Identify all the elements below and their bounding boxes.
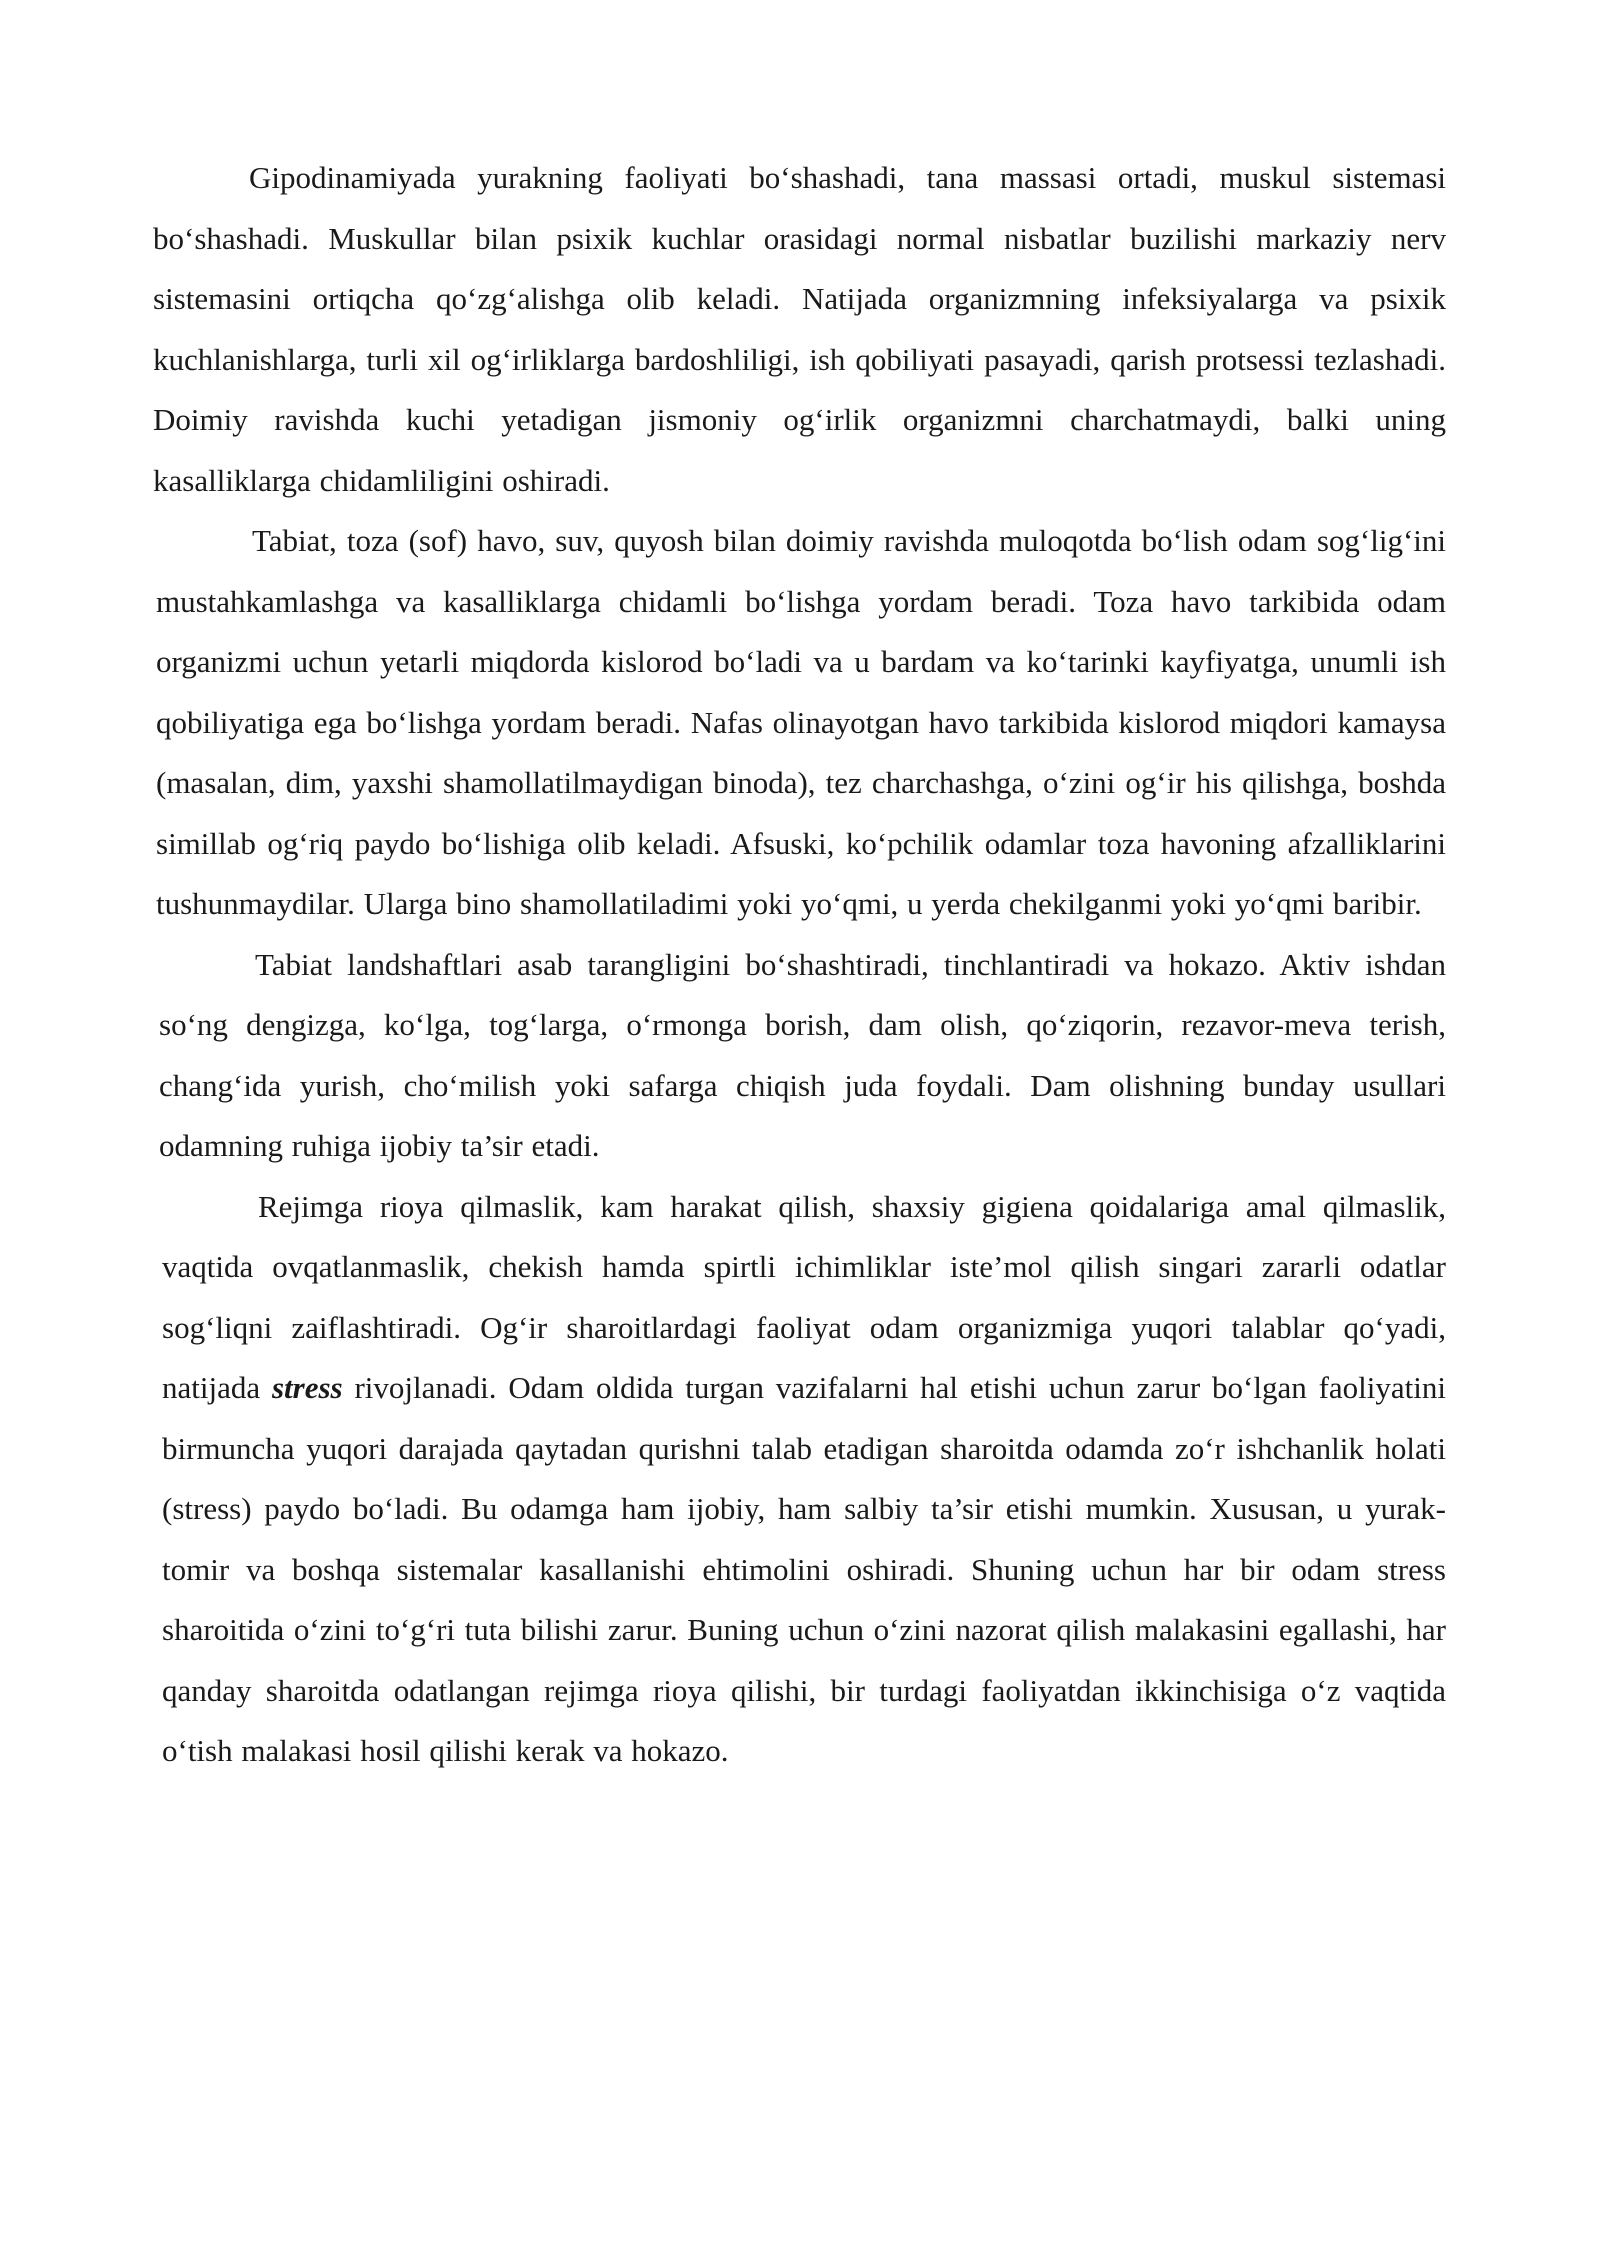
paragraph-landscapes: Tabiat landshaftlari asab tarangligini bo‘shashtiradi, tinchlantiradi va hokazo. Aktiv ishdan so‘ng dengizga, ko‘lga, tog‘larga, o‘rmonga borish, dam olish, qo‘ziqorin, rezavor-meva terish, chang‘ida yurish, cho‘milish yoki safarga chiqish juda foydali. Dam olishning bunday usullari odamning ruhiga ijobiy ta’sir etadi. (159, 946, 1446, 1163)
paragraph-hypodynamia: Gipodinamiyada yurakning faoliyati bo‘shashadi, tana massasi ortadi, muskul sistemasi bo‘shashadi. Muskullar bilan psixik kuchlar orasidagi normal nisbatlar buzilishi markaziy nerv sistemasini ortiqcha qo‘zg‘alishga olib keladi. Natijada organizmning infeksiyalarga va psixik kuchlanishlarga, turli xil og‘irliklarga bardoshliligi, ish qobiliyati pasayadi, qarish protsessi tezlashadi. Doimiy ravishda kuchi yetadigan jismoniy og‘irlik organizmni charchatmaydi, balki uning kasalliklarga chidamliligini oshiradi. (153, 160, 1446, 498)
paragraph-stress (153, 1177, 1446, 1782)
paragraph-fresh-air: Tabiat, toza (sof) havo, suv, quyosh bilan doimiy ravishda muloqotda bo‘lish odam sog‘lig‘ini mustahkamlashga va kasalliklarga chidamli bo‘lishga yordam beradi. Toza havo tarkibida odam organizmi uchun yetarli miqdorda kislorod bo‘ladi va u bardam va ko‘tarinki kayfiyatga, unumli ish qobiliyatiga ega bo‘lishga yordam beradi. Nafas olinayotgan havo tarkibida kislorod miqdori kamaysa (masalan, dim, yaxshi shamollatilmaydigan binoda), tez charchashga, o‘zini og‘ir his qilishga, boshda simillab og‘riq paydo bo‘lishiga olib keladi. Afsuski, ko‘pchilik odamlar toza havoning afzalliklarini tushunmaydilar. Ularga bino shamollatiladimi yoki yo‘qmi, u yerda chekilganmi yoki yo‘qmi baribir. (156, 523, 1446, 921)
stress-term: stress (271, 1370, 343, 1405)
paragraph-stress-rest: rivojlanadi. Odam oldida turgan vazifalarni hal etishi uchun zarur bo‘lgan faoliyatini birmuncha yuqori darajada qaytadan qurishni talab etadigan sharoitda odamda zo‘r ishchanlik holati (stress) paydo bo‘ladi. Bu odamga ham ijobiy, ham salbiy ta’sir etishi mumkin. Xususan, u yurak-tomir va boshqa sistemalar kasallanishi ehtimolini oshiradi. Shuning uchun har bir odam stress sharoitida o‘zini to‘g‘ri tuta bilishi zarur. Buning uchun o‘zini nazorat qilish malakasini egallashi, har qanday sharoitda odatlangan rejimga rioya qilishi, bir turdagi faoliyatdan ikkinchisiga o‘z vaqtida o‘tish malakasi hosil qilishi kerak va hokazo. (162, 1370, 1446, 1768)
paragraph-stress-intro: Rejimga rioya qilmaslik, kam harakat qilish, shaxsiy gigiena qoidalariga amal qilmaslik, vaqtida ovqatlanmaslik, chekish hamda spirtli ichimliklar iste’mol qilish singari zararli odatlar sog‘liqni zaiflashtiradi. Og‘ir sharoitlardagi faoliyat odam organizmiga yuqori talablar qo‘yadi, natijada (162, 1188, 1446, 1405)
document-body (153, 148, 1446, 1782)
